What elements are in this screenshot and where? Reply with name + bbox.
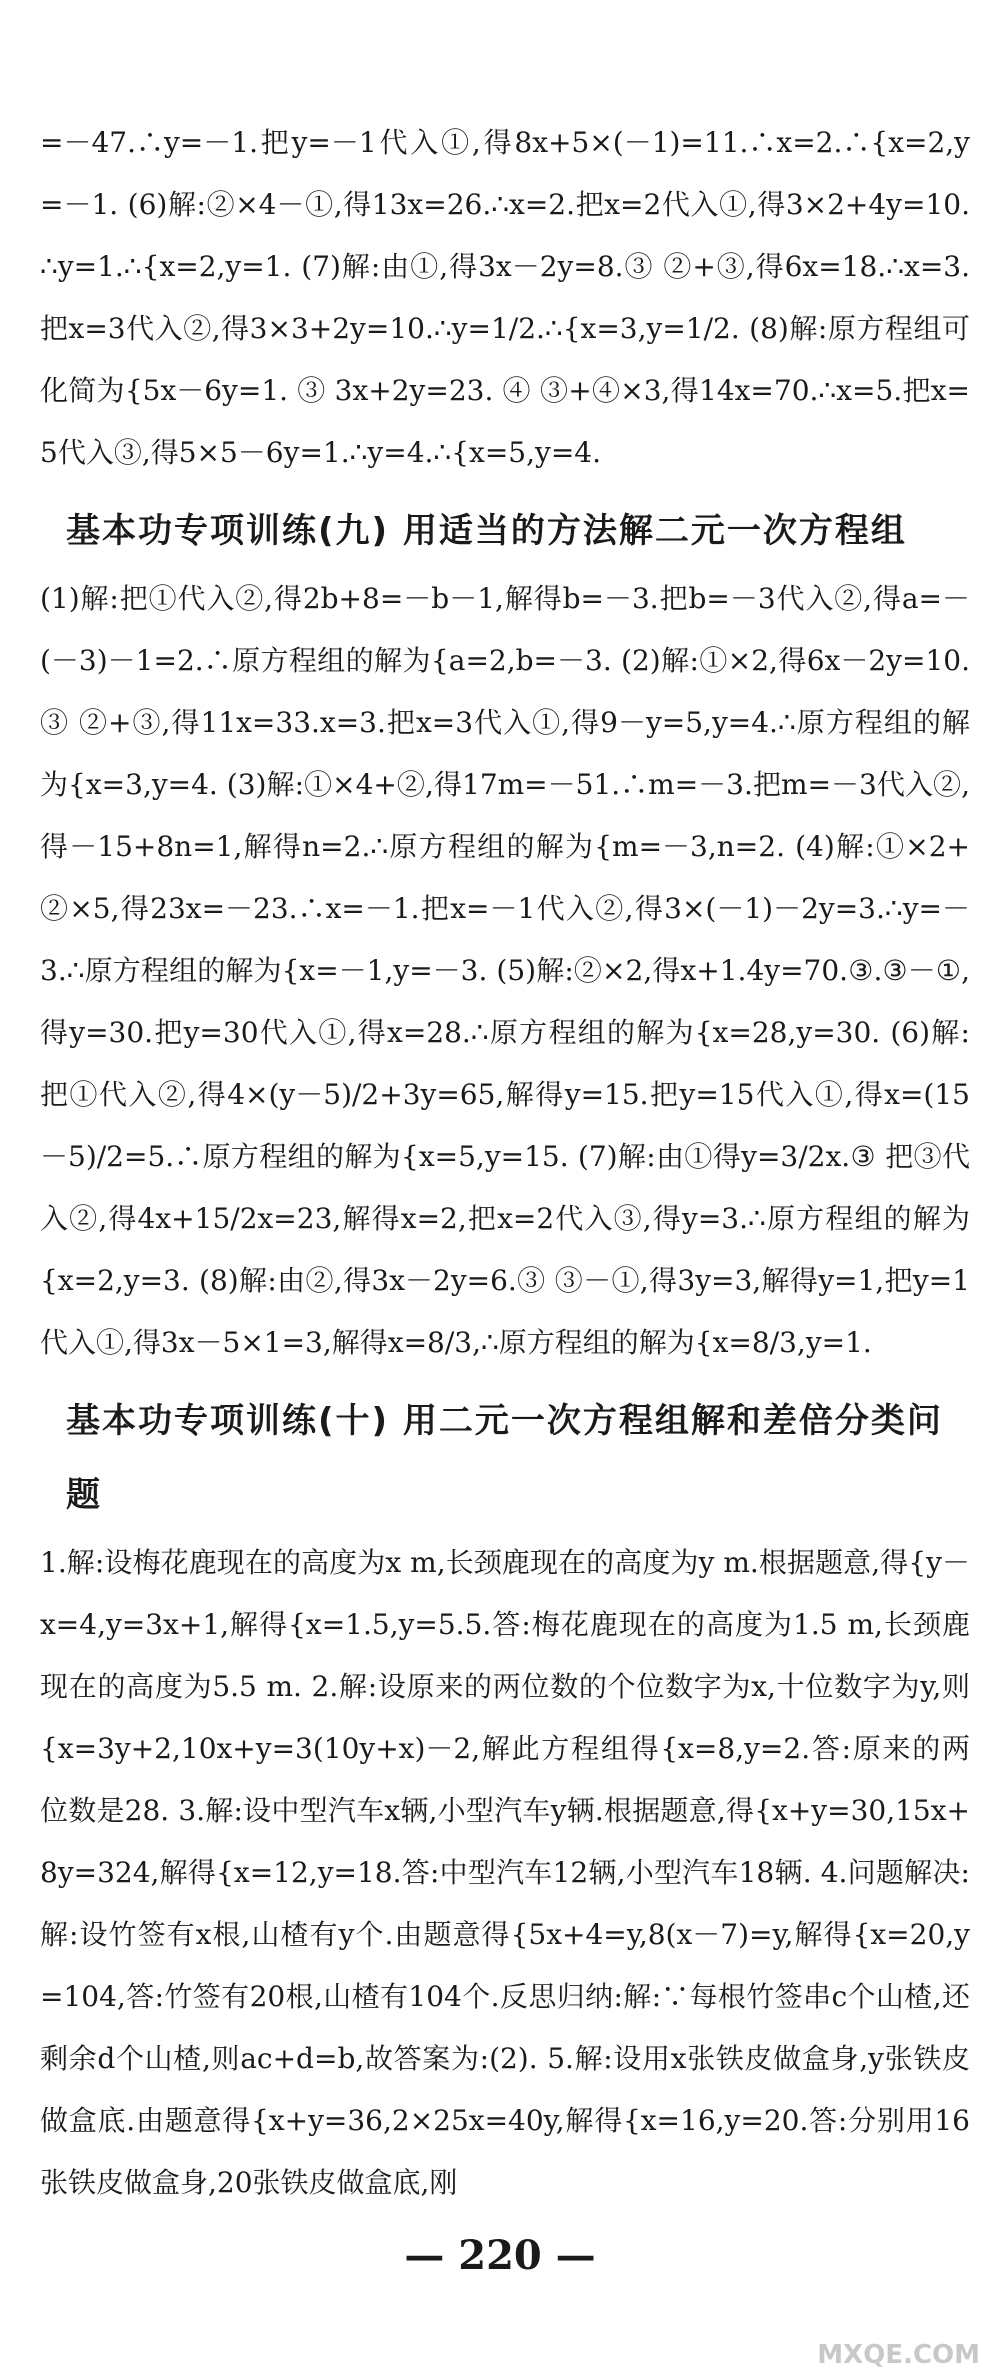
section9-body: (1)解:把①代入②,得2b+8=－b－1,解得b=－3.把b=－3代入②,得a=－(－3)－1=2.∴原方程组的解为{a=2,b=－3. (2)解:①×2,得6x－2y=10.③ ②+③,得11x=33.x=3.把x=3代入①,得9－y=5,y=4.∴原方程组的解为{x=3,y=4. (3)解:①×4+②,得17m=－51.∴m=－3.把m=－3代入②,得－15+8n=1,解得n=2.∴原方程组的解为{m=－3,n=2. (4)解:①×2+②×5,得23x=－23.∴x=－1.把x=－1代入②,得3×(－1)－2y=3.∴y=－3.∴原方程组的解为{x=－1,y=－3. (5)解:②×2,得x+1.4y=70.③.③－①,得y=30.把y=30代入①,得x=28.∴原方程组的解为{x=28,y=30. (6)解:把①代入②,得4×(y－5)/2+3y=65,解得y=15.把y=15代入①,得x=(15－5)/2=5.∴原方程组的解为{x=5,y=15. (7)解:由①得y=3/2x.③ 把③代入②,得4x+15/2x=23,解得x=2,把x=2代入③,得y=3.∴原方程组的解为{x=2,y=3. (8)解:由②,得3x－2y=6.③ ③－①,得3y=3,解得y=1,把y=1代入①,得3x－5×1=3,解得x=8/3,∴原方程组的解为{x=8/3,y=1. xyxy=(40,582,970,1359)
answer-page xyxy=(40,112,970,2214)
section9-heading: 基本功专项训练(九) 用适当的方法解二元一次方程组 xyxy=(66,511,907,551)
section10-heading: 基本功专项训练(十) 用二元一次方程组解和差倍分类问题 xyxy=(66,1401,943,1515)
section10-body: 1.解:设梅花鹿现在的高度为x m,长颈鹿现在的高度为y m.根据题意,得{y－x=4,y=3x+1,解得{x=1.5,y=5.5.答:梅花鹿现在的高度为1.5 m,长颈鹿现在的高度为5.5 m. 2.解:设原来的两位数的个位数字为x,十位数字为y,则{x=3y+2,10x+y=3(10y+x)－2,解此方程组得{x=8,y=2.答:原来的两位数是28. 3.解:设中型汽车x辆,小型汽车y辆.根据题意,得{x+y=30,15x+8y=324,解得{x=12,y=18.答:中型汽车12辆,小型汽车18辆. 4.问题解决:解:设竹签有x根,山楂有y个.由题意得{5x+4=y,8(x－7)=y,解得{x=20,y=104,答:竹签有20根,山楂有104个.反思归纳:解:∵每根竹签串c个山楂,还剩余d个山楂,则ac+d=b,故答案为:(2). 5.解:设用x张铁皮做盒身,y张铁皮做盒底.由题意得{x+y=36,2×25x=40y,解得{x=16,y=20.答:分别用16张铁皮做盒身,20张铁皮做盒底,刚 xyxy=(40,1546,970,2199)
watermark-logo: MXQE.COM xyxy=(817,2340,980,2370)
page-number: — 220 — xyxy=(404,2232,596,2279)
section8-continuation: =－47.∴y=－1.把y=－1代入①,得8x+5×(－1)=11.∴x=2.∴{x=2,y=－1. (6)解:②×4－①,得13x=26.∴x=2.把x=2代入①,得3×2+4y=10.∴y=1.∴{x=2,y=1. (7)解:由①,得3x－2y=8.③ ②+③,得6x=18.∴x=3.把x=3代入②,得3×3+2y=10.∴y=1/2.∴{x=3,y=1/2. (8)解:原方程组可化简为{5x－6y=1. ③ 3x+2y=23. ④ ③+④×3,得14x=70.∴x=5.把x=5代入③,得5×5－6y=1.∴y=4.∴{x=5,y=4. xyxy=(40,126,970,469)
